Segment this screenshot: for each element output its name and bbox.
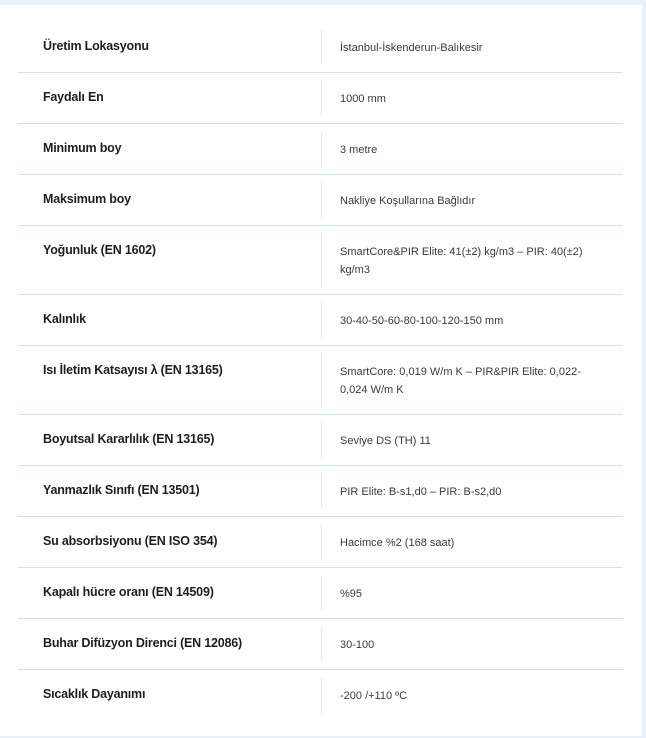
spec-row-water-absorption <box>18 517 623 568</box>
spec-row-dimensional-stability <box>18 415 623 466</box>
spec-row-thermal-conductivity <box>18 346 623 415</box>
spec-label: Boyutsal Kararlılık (EN 13165) <box>43 432 215 446</box>
spec-label: Isı İletim Katsayısı λ (EN 13165) <box>43 363 223 377</box>
spec-row-closed-cell-ratio <box>18 568 623 619</box>
spec-row-maximum-length <box>18 175 623 226</box>
spec-label: Sıcaklık Dayanımı <box>43 687 146 701</box>
spec-row-vapour-diffusion <box>18 619 623 670</box>
spec-value: 3 metre <box>340 144 378 156</box>
spec-value: 30-100 <box>340 639 375 651</box>
spec-label: Maksimum boy <box>43 192 131 206</box>
spec-value: 1000 mm <box>340 93 386 105</box>
spec-value: -200 /+110 ºC <box>340 690 408 702</box>
spec-value: 30-40-50-60-80-100-120-150 mm <box>340 315 504 327</box>
spec-value: Hacimce %2 (168 saat) <box>340 537 455 549</box>
spec-value: %95 <box>340 588 363 600</box>
spec-table <box>18 22 623 721</box>
spec-value: Nakliye Koşullarına Bağlıdır <box>340 195 476 207</box>
spec-row-production-location <box>18 22 623 73</box>
spec-value: Seviye DS (TH) 11 <box>340 435 431 447</box>
spec-label: Buhar Difüzyon Direnci (EN 12086) <box>43 636 243 650</box>
spec-row-thickness <box>18 295 623 346</box>
spec-row-useful-width <box>18 73 623 124</box>
spec-row-temperature-resistance <box>18 670 623 721</box>
spec-label: Kapalı hücre oranı (EN 14509) <box>43 585 214 599</box>
spec-label: Minimum boy <box>43 141 122 155</box>
spec-label: Su absorbsiyonu (EN ISO 354) <box>43 534 218 548</box>
spec-value: SmartCore: 0,019 W/m K – PIR&PIR Elite: 0,022-0,024 W/m K <box>340 366 581 396</box>
top-border-band <box>0 0 646 5</box>
spec-label: Faydalı En <box>43 90 104 104</box>
spec-row-fire-class <box>18 466 623 517</box>
spec-label: Yoğunluk (EN 1602) <box>43 243 156 257</box>
spec-label: Üretim Lokasyonu <box>43 39 149 53</box>
spec-row-density <box>18 226 623 295</box>
spec-value: İstanbul-İskenderun-Balıkesir <box>340 42 483 54</box>
spec-value: SmartCore&PIR Elite: 41(±2) kg/m3 – PIR: 40(±2) kg/m3 <box>340 246 583 276</box>
spec-row-minimum-length <box>18 124 623 175</box>
spec-label: Yanmazlık Sınıfı (EN 13501) <box>43 483 200 497</box>
spec-value: PIR Elite: B-s1,d0 – PIR: B-s2,d0 <box>340 486 502 498</box>
spec-label: Kalınlık <box>43 312 86 326</box>
right-border-band <box>642 0 646 738</box>
